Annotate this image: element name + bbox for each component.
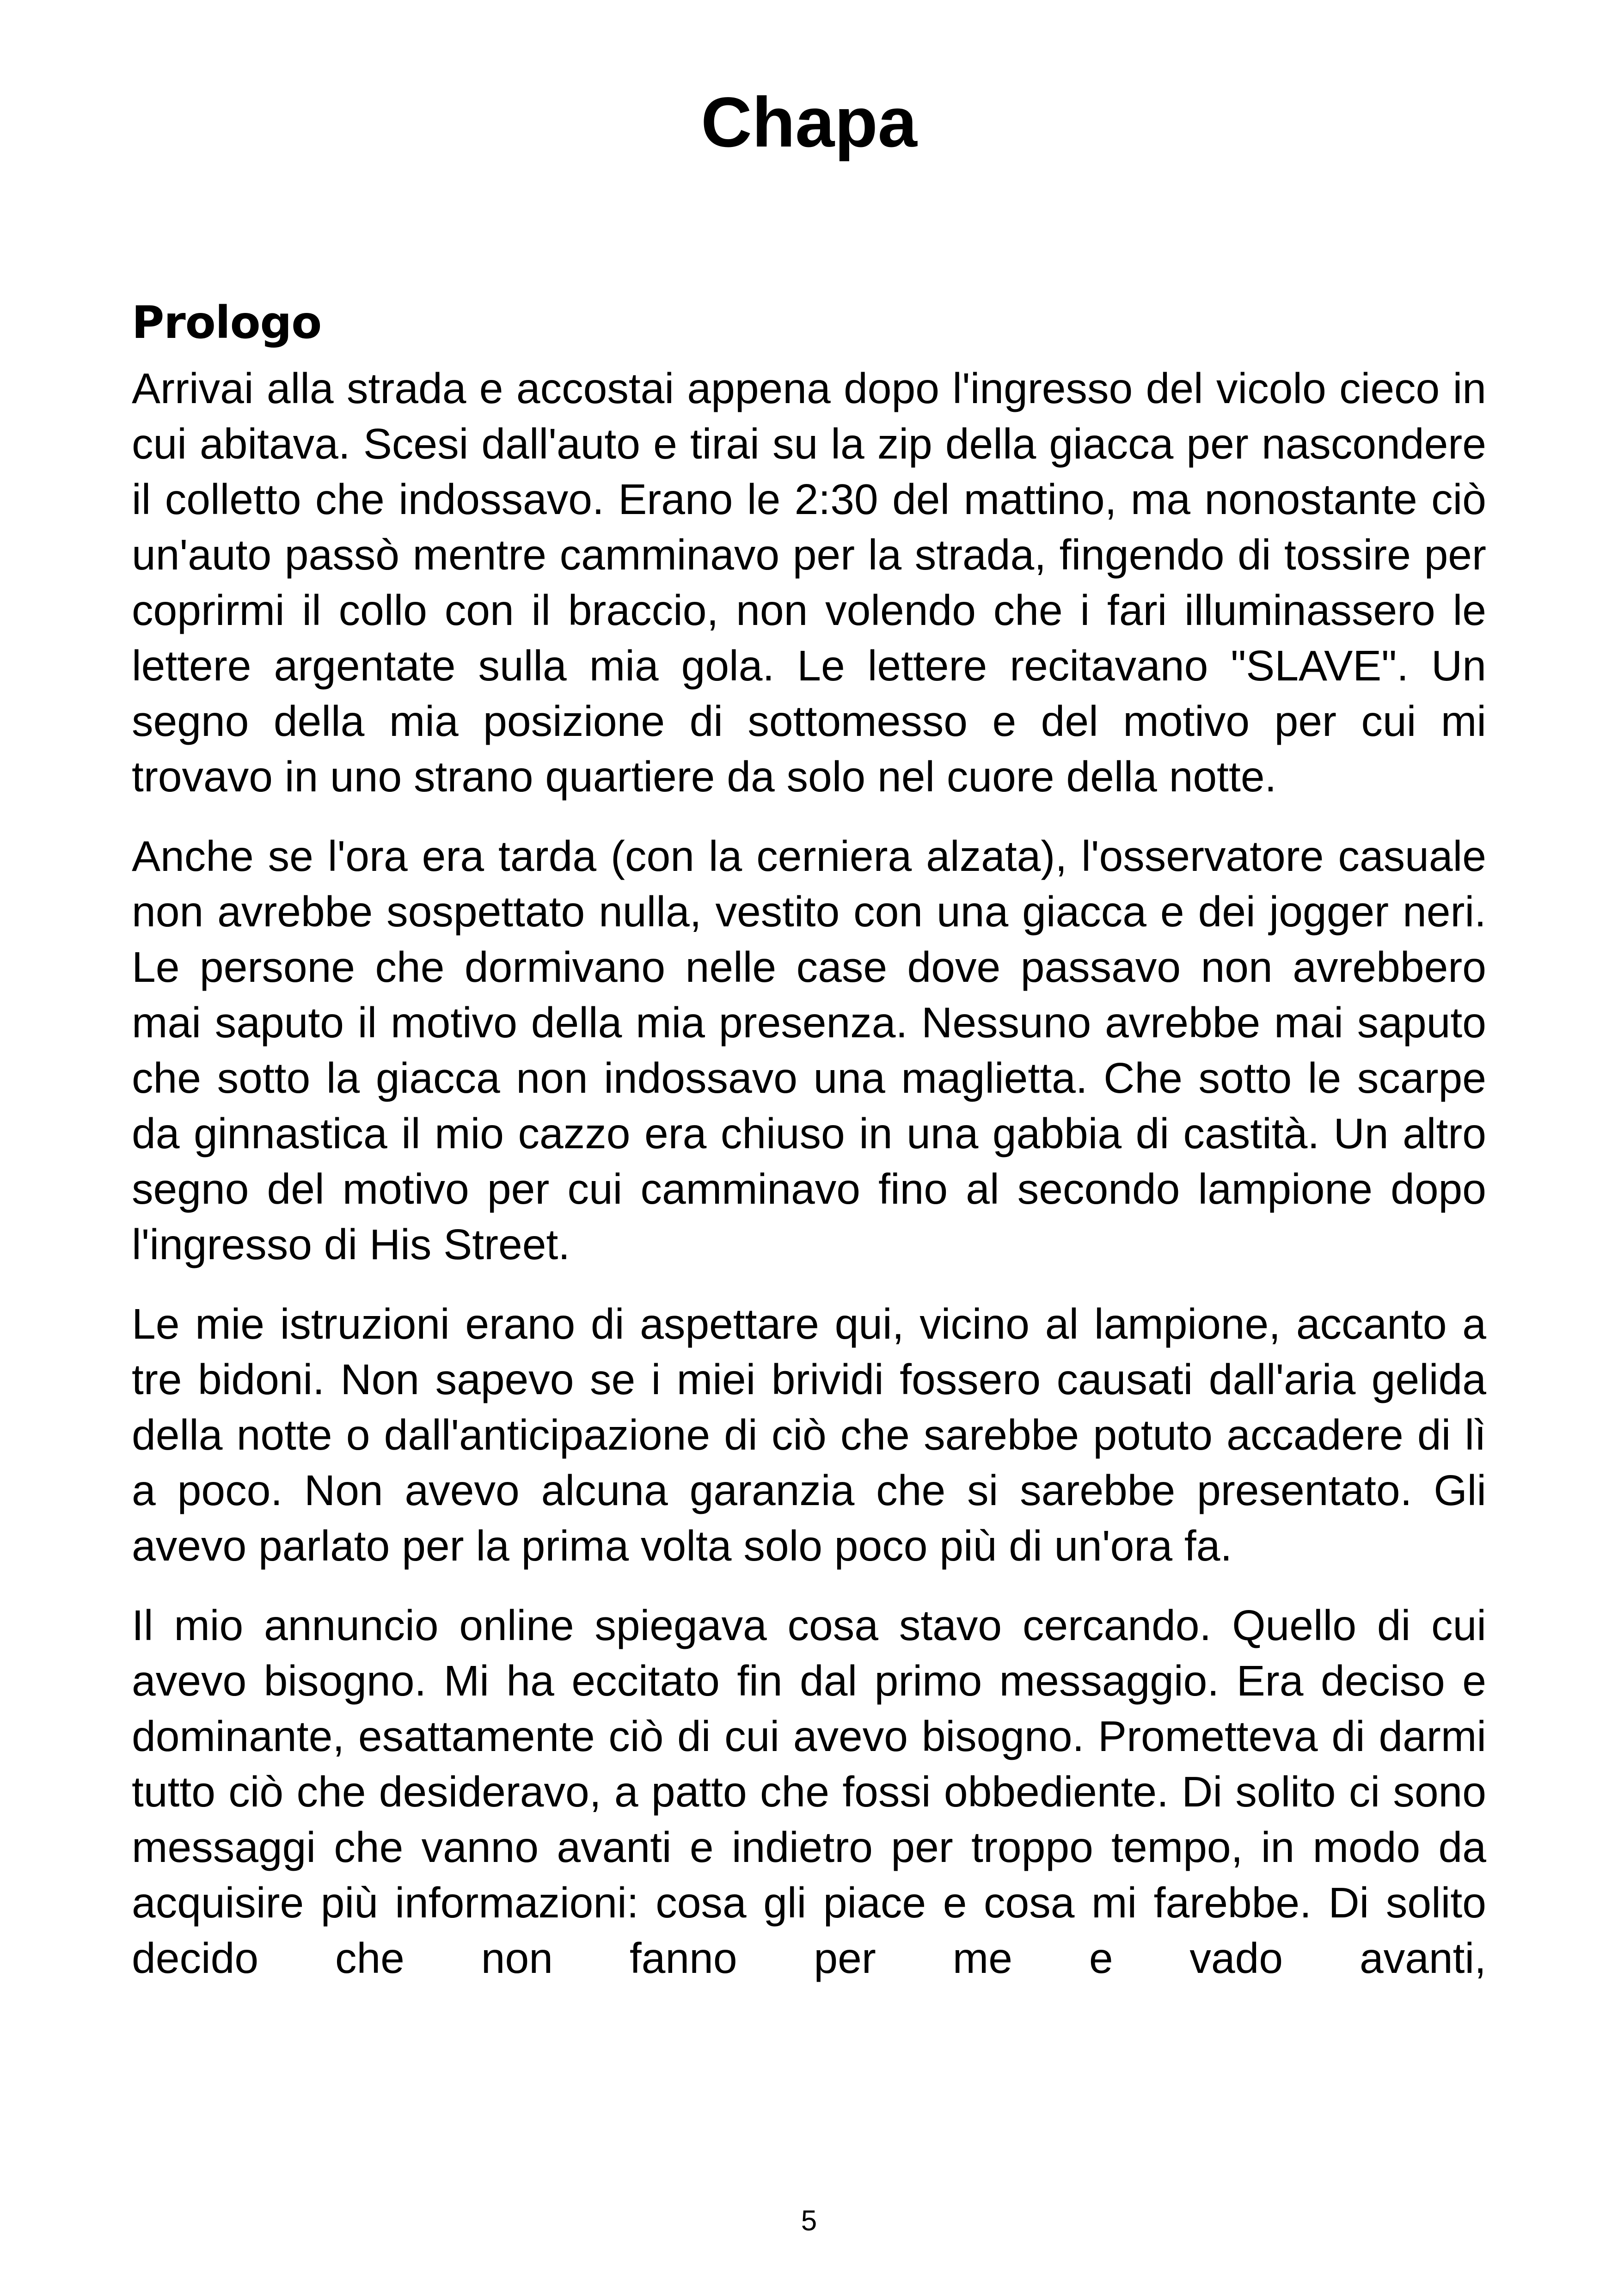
- paragraph: Le mie istruzioni erano di aspettare qui, vicino al lampione, accanto a tre bidoni. Non sapevo se i miei brividi fossero causati dall'aria gelida della notte o dall'anticipazione di ciò che sarebbe potuto accadere di lì a poco. Non avevo alcuna garanzia che si sarebbe presentato. Gli avevo parlato per la prima volta solo poco più di un'ora fa.: [132, 1300, 1486, 1570]
- body-text: [132, 361, 1486, 1986]
- book-title: Chapa: [701, 83, 917, 162]
- chapter-heading: Prologo: [132, 297, 322, 349]
- paragraph: Anche se l'ora era tarda (con la cerniera alzata), l'osservatore casuale non avrebbe sospettato nulla, vestito con una giacca e dei jogger neri. Le persone che dormivano nelle case dove passavo non avrebbero mai saputo il motivo della mia presenza. Nessuno avrebbe mai saputo che sotto la giacca non indossavo una maglietta. Che sotto le scarpe da ginnastica il mio cazzo era chiuso in una gabbia di castità. Un altro segno del motivo per cui camminavo fino al secondo lampione dopo l'ingresso di His Street.: [132, 832, 1486, 1268]
- paragraph: Il mio annuncio online spiegava cosa stavo cercando. Quello di cui avevo bisogno. Mi ha eccitato fin dal primo messaggio. Era deciso e dominante, esattamente ciò di cui avevo bisogno. Prometteva di darmi tutto ciò che desideravo, a patto che fossi obbediente. Di solito ci sono messaggi che vanno avanti e indietro per troppo tempo, in modo da acquisire più informazioni: cosa gli piace e cosa mi farebbe. Di solito decido che non fanno per me e vado avanti,: [132, 1601, 1486, 1982]
- paragraph: Arrivai alla strada e accostai appena dopo l'ingresso del vicolo cieco in cui abitava. Scesi dall'auto e tirai su la zip della giacca per nascondere il colletto che indossavo. Erano le 2:30 del mattino, ma nonostante ciò un'auto passò mentre camminavo per la strada, fingendo di tossire per coprirmi il collo con il braccio, non volendo che i fari illuminassero le lettere argentate sulla mia gola. Le lettere recitavano "SLAVE". Un segno della mia posizione di sottomesso e del motivo per cui mi trovavo in uno strano quartiere da solo nel cuore della notte.: [132, 364, 1486, 801]
- page-number: 5: [801, 2205, 817, 2237]
